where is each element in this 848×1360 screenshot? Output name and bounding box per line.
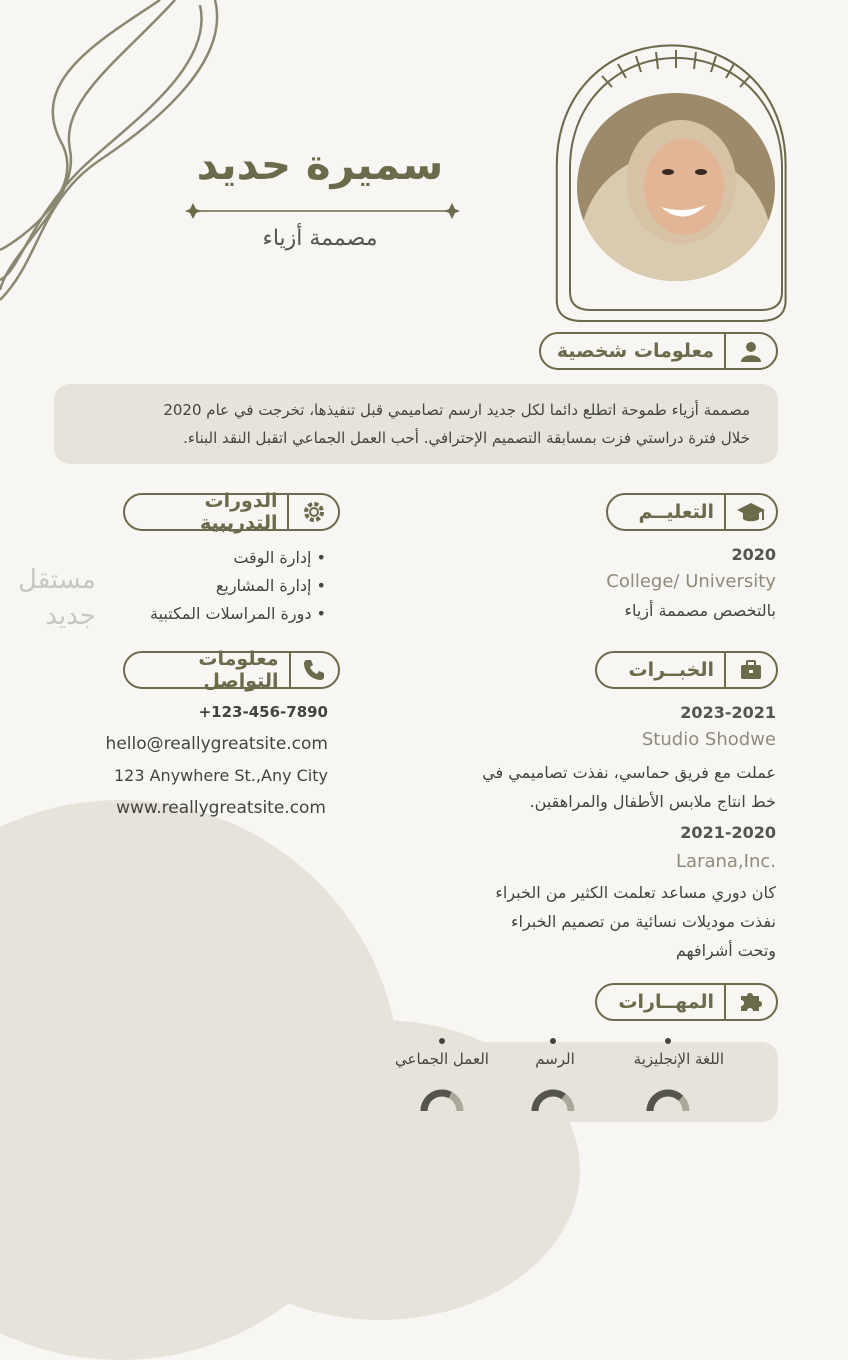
- skill-gauge: [530, 1088, 576, 1111]
- contact-website: www.reallygreatsite.com: [116, 798, 326, 818]
- list-item: • إدارة المشاريع: [215, 576, 326, 595]
- profile-summary: [54, 384, 778, 464]
- contact-section-header: [123, 648, 340, 692]
- briefcase-icon: [724, 653, 776, 687]
- summary-line-1: مصممة أزياء طموحة اتطلع دائما لكل جديد ارسم تصاميمي قبل تنفيذها، تخرجت في عام 2020: [163, 401, 750, 419]
- experience-2-description: كان دوري مساعد تعلمت الكثير من الخبراء نفذت موديلات نسائية من تصميم الخبراء وتحت أشرافهم: [495, 883, 776, 960]
- contact-phone: +123-456-7890: [198, 703, 328, 721]
- courses-section-title: الدورات التدريبية: [199, 490, 278, 534]
- job-title: مصممة أزياء: [262, 226, 378, 251]
- skill-name: اللغة الإنجليزية: [633, 1050, 724, 1068]
- gear-icon: [287, 495, 338, 529]
- phone-icon: [289, 653, 338, 687]
- person-name: سميرة حديد: [196, 140, 444, 189]
- skill-gauge-fill: [650, 1093, 681, 1111]
- profile-section-header: [539, 332, 778, 370]
- skills-section-title: المهــارات: [618, 991, 714, 1013]
- experience-section-title: الخبــرات: [628, 659, 714, 681]
- experience-1-company: Studio Shodwe: [641, 729, 776, 750]
- skill-gauge: [419, 1088, 465, 1111]
- profile-section-title: معلومات شخصية: [556, 340, 714, 362]
- skill-gauge-fill: [424, 1093, 450, 1111]
- profile-photo: [576, 92, 776, 282]
- skill-name: العمل الجماعي: [395, 1050, 489, 1068]
- experience-1-period: 2023-2021: [680, 703, 776, 722]
- list-item: • دورة المراسلات المكتبية: [150, 604, 326, 623]
- education-institution: College/ University: [606, 571, 776, 592]
- skill-gauge-fill: [535, 1093, 564, 1111]
- courses-section-header: [123, 490, 340, 534]
- contact-address: 123 Anywhere St.,Any City: [113, 766, 328, 785]
- courses-list: [130, 544, 326, 628]
- watermark-logo: مستقل جديد: [18, 565, 96, 631]
- experience-2-company: Larana,Inc.: [676, 851, 776, 872]
- experience-section-header: [595, 651, 778, 689]
- skill-name: الرسم: [535, 1050, 575, 1068]
- puzzle-icon: [724, 985, 776, 1019]
- education-major: بالتخصص مصممة أزياء: [624, 601, 776, 620]
- title-divider: [185, 202, 460, 220]
- education-year: 2020: [731, 545, 776, 564]
- experience-1-description: عملت مع فريق حماسي، نفذت تصاميمي في خط انتاج ملابس الأطفال والمراهقين.: [482, 763, 776, 811]
- education-section-title: التعليــم: [638, 501, 714, 523]
- skills-section-header: [595, 983, 778, 1021]
- contact-section-title: معلومات التواصل: [198, 648, 279, 692]
- experience-2-period: 2021-2020: [680, 823, 776, 842]
- education-section-header: [606, 493, 778, 531]
- contact-email: hello@reallygreatsite.com: [105, 734, 328, 754]
- skill-gauge: [645, 1088, 691, 1111]
- summary-line-2: خلال فترة دراستي فزت بمسابقة التصميم الإحترافي. أحب العمل الجماعي اتقبل النقد البناء.: [183, 429, 750, 447]
- list-item: • إدارة الوقت: [233, 548, 326, 567]
- graduation-cap-icon: [724, 495, 776, 529]
- user-icon: [724, 334, 776, 368]
